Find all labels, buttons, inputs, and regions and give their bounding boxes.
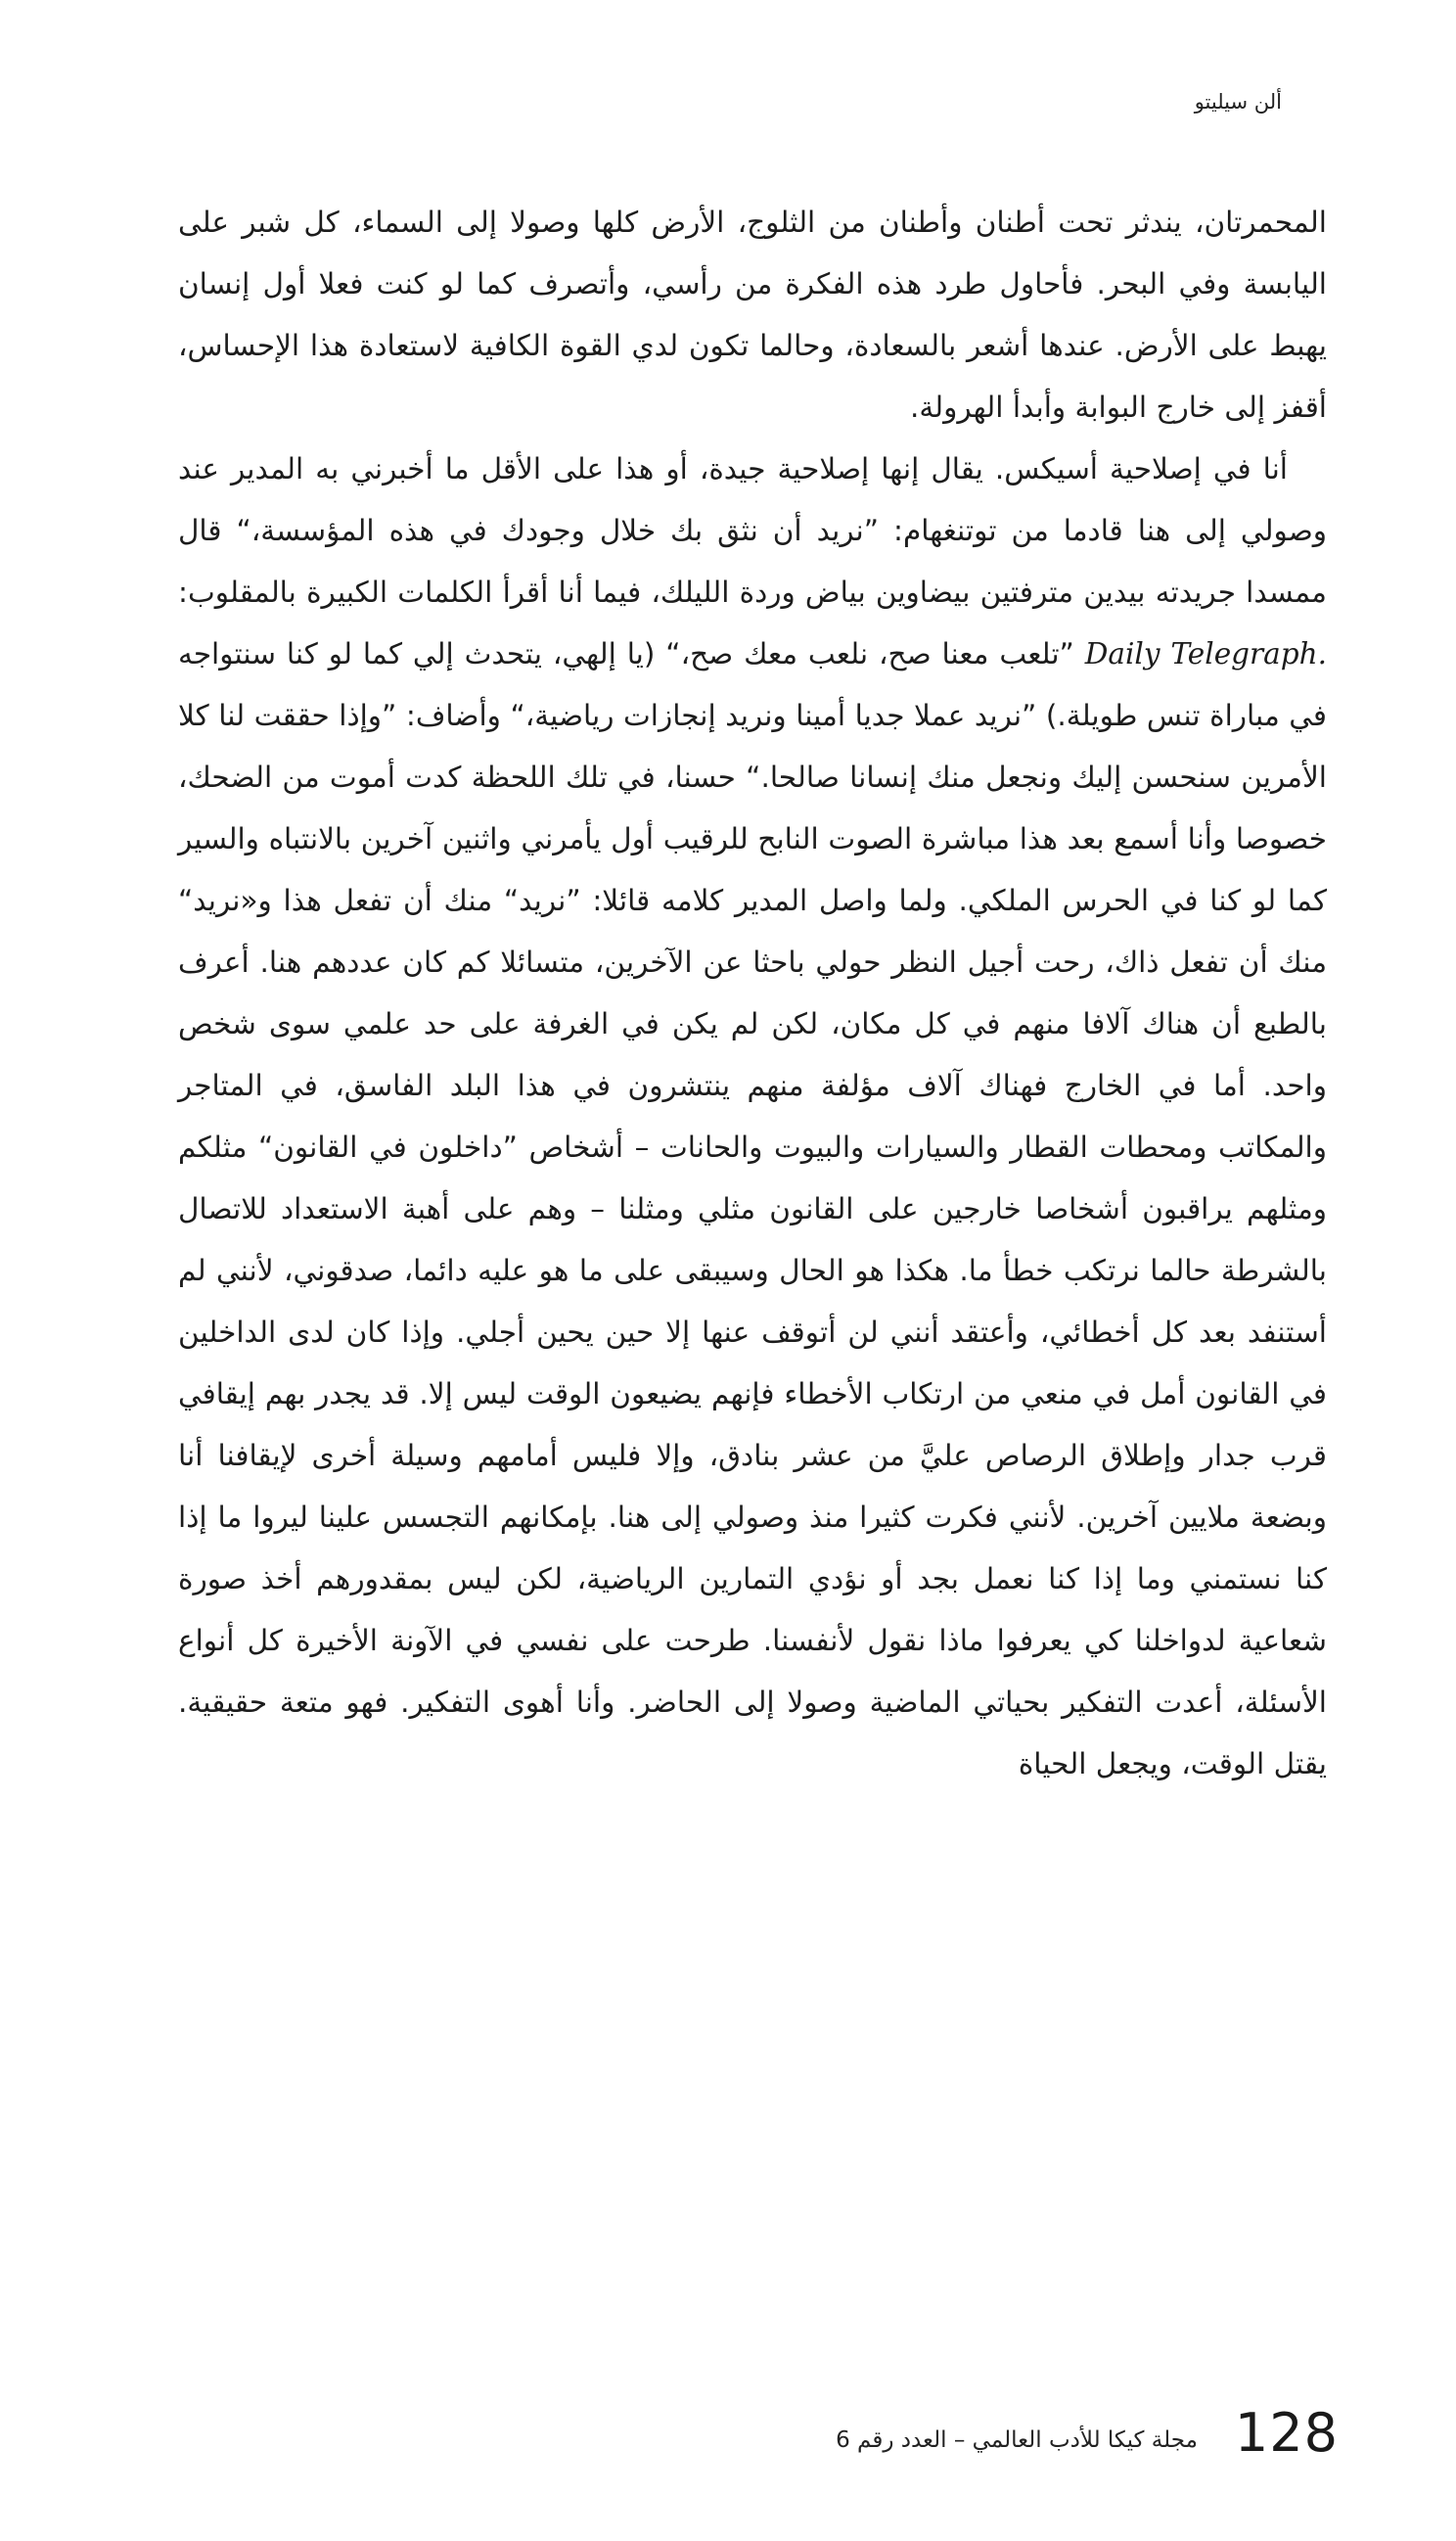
paragraph-2 — [178, 439, 1327, 1795]
paragraph-2-text-start: أنا في إصلاحية أسيكس. يقال إنها إصلاحية جيدة، أو هذا على الأقل ما أخبرني به المدير عند وصولي إلى هنا قادما من توتنغهام: ”نريد أن نثق بك خلال وجودك في هذه المؤسسة،“ قال ممسدا جريدته بيدين مترفتين بيضاوين بياض وردة الليلك، فيما أنا أقرأ الكلمات الكبيرة بالمقلوب: — [178, 452, 1327, 609]
journal-name: مجلة كيكا للأدب العالمي – العدد رقم 6 — [836, 2427, 1198, 2453]
page-number: 128 — [1234, 2402, 1339, 2464]
page-footer — [836, 2394, 1339, 2463]
paragraph-2-text-end: ”تلعب معنا صح، نلعب معك صح،“ (يا إلهي، يتحدث إلي كما لو كنا سنتواجه في مباراة تنس طويلة.) ”نريد عملا جديا أمينا ونريد إنجازات رياضية،“ وأضاف: ”وإذا حققت لنا كلا الأمرين سنحسن إليك ونجعل منك إنسانا صالحا.“ حسنا، في تلك اللحظة كدت أموت من الضحك، خصوصا وأنا أسمع بعد هذا مباشرة الصوت النابح للرقيب أول يأمرني واثنين آخرين بالانتباه والسير كما لو كنا في الحرس الملكي. ولما واصل المدير كلامه قائلا: ”نريد“ منك أن تفعل هذا و«نريد“ منك أن تفعل ذاك، رحت أجيل النظر حولي باحثا عن الآخرين، متسائلا كم كان عددهم هنا. أعرف بالطبع أن هناك آلافا منهم في كل مكان، لكن لم يكن في الغرفة على حد علمي سوى شخص واحد. أما في الخارج فهناك آلاف مؤلفة منهم ينتشرون في هذا البلد الفاسق، في المتاجر والمكاتب ومحطات القطار والسيارات والبيوت والحانات – أشخاص ”داخلون في القانون“ مثلكم ومثلهم يراقبون أشخاصا خارجين على القانون مثلي ومثلنا – وهم على أهبة الاستعداد للاتصال بالشرطة حالما نرتكب خطأ ما. هكذا هو الحال وسيبقى على ما هو عليه دائما، صدقوني، لأنني لم أستنفد بعد كل أخطائي، وأعتقد أنني لن أتوقف عنها إلا حين يحين أجلي. وإذا كان لدى الداخلين في القانون أمل في منعي من ارتكاب الأخطاء فإنهم يضيعون الوقت ليس إلا. قد يجدر بهم إيقافي قرب جدار وإطلاق الرصاص عليَّ من عشر بنادق، وإلا فليس أمامهم وسيلة أخرى لإيقافنا أنا وبضعة ملايين آخرين. لأنني فكرت كثيرا منذ وصولي إلى هنا. بإمكانهم التجسس علينا ليروا ما إذا كنا نستمني وما إذا كنا نعمل بجد أو نؤدي التمارين الرياضية، لكن ليس بمقدورهم أخذ صورة شعاعية لدواخلنا كي يعرفوا ماذا نقول لأنفسنا. طرحت على نفسي في الآونة الأخيرة كل أنواع الأسئلة، أعدت التفكير بحياتي الماضية وصولا إلى الحاضر. وأنا أهوى التفكير. فهو متعة حقيقية. يقتل الوقت، ويجعل الحياة — [178, 637, 1327, 1780]
body-text — [178, 192, 1327, 1795]
running-head-author: ألن سيليتو — [1194, 90, 1282, 114]
paragraph-1-text: المحمرتان، يندثر تحت أطنان وأطنان من الثلوج، الأرض كلها وصولا إلى السماء، كل شبر على اليابسة وفي البحر. فأحاول طرد هذه الفكرة من رأسي، وأتصرف كما لو كنت فعلا أول إنسان يهبط على الأرض. عندها أشعر بالسعادة، وحالما تكون لدي القوة الكافية لاستعادة هذا الإحساس، أقفز إلى خارج البوابة وأبدأ الهرولة. — [178, 206, 1327, 424]
newspaper-title: Daily Telegraph. — [1084, 637, 1327, 670]
paragraph-1 — [178, 192, 1327, 439]
